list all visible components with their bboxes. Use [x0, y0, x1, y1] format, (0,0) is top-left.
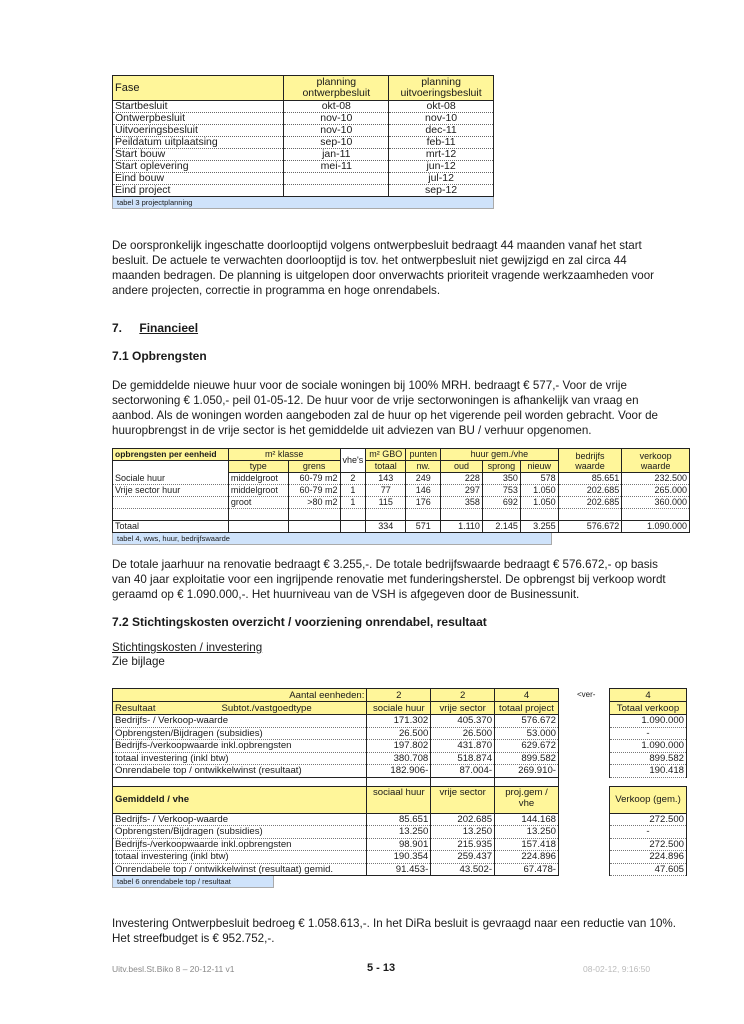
table-cell: 578 [520, 473, 558, 485]
table-cell: Eind project [113, 185, 284, 197]
table-row [113, 715, 559, 728]
table-row [113, 813, 559, 826]
table-cell: 190.354 [367, 851, 431, 864]
column-header: sociaal huur [367, 786, 431, 813]
table-row [113, 161, 494, 173]
table-cell: 47.605 [610, 863, 687, 876]
table-cell: 358 [441, 497, 483, 509]
table-cell: 1.090.000 [610, 715, 687, 728]
table-cell: 85.651 [558, 473, 622, 485]
column-header: Verkoop (gem.) [610, 786, 687, 813]
table-header-row [113, 76, 494, 101]
paragraph-investering [112, 916, 732, 946]
table-cell: 753 [482, 485, 520, 497]
table-cell: 405.370 [431, 715, 495, 728]
verkoop-table-block [609, 688, 687, 876]
table-row [610, 838, 687, 851]
table-row [610, 740, 687, 753]
table-cell: groot [228, 497, 288, 509]
table-cell [284, 185, 389, 197]
column-header: verkoop waarde [622, 449, 690, 473]
column-header: proj.gem / vhe [495, 786, 559, 813]
table-cell: 380.708 [367, 752, 431, 765]
table-cell: 202.685 [558, 497, 622, 509]
column-header: nw. [406, 461, 441, 473]
table-cell: Vrije sector huur [113, 485, 229, 497]
table-cell: 259.437 [431, 851, 495, 864]
table-cell [622, 509, 690, 521]
column-header: huur gem./vhe [441, 449, 559, 461]
table-cell: 60-79 m2 [288, 473, 340, 485]
table-cell: 576.672 [558, 521, 622, 533]
table-row [610, 851, 687, 864]
table-cell: 334 [366, 521, 406, 533]
column-header: oud [441, 461, 483, 473]
table-header-row [610, 786, 687, 813]
table-row [113, 851, 559, 864]
table-cell: 182.906- [367, 765, 431, 778]
table-cell: 1.050 [520, 497, 558, 509]
section-7-heading [112, 321, 198, 335]
table-cell: Onrendabele top / ontwikkelwinst (resultaat) [113, 765, 367, 778]
paragraph-line: Investering Ontwerpbesluit bedroeg € 1.058.613,-. In het DiRa besluit is gevraagd naar een reductie van 10%. [112, 917, 676, 930]
table-row [113, 137, 494, 149]
table-cell: sep-10 [284, 137, 389, 149]
table-cell [441, 509, 483, 521]
table-cell: 13.250 [431, 826, 495, 839]
table-caption: tabel 4, wws, huur, bedrijfswaarde [112, 533, 552, 545]
table-cell: 518.874 [431, 752, 495, 765]
table-row [113, 752, 559, 765]
column-header: Totaal verkoop [610, 702, 687, 715]
column-header: m² GBO [366, 449, 406, 461]
paragraph-jaarhuur [112, 557, 732, 602]
table-cell: Startbesluit [113, 101, 284, 113]
table-cell: Uitvoeringsbesluit [113, 125, 284, 137]
table-cell: Ontwerpbesluit [113, 113, 284, 125]
table-row [610, 765, 687, 778]
table-row [610, 715, 687, 728]
table-cell: 3.255 [520, 521, 558, 533]
table-cell: 297 [441, 485, 483, 497]
table-cell: nov-10 [389, 113, 494, 125]
table-cell: 67.478- [495, 863, 559, 876]
resultaat-table-block [112, 688, 559, 888]
table-cell: 2.145 [482, 521, 520, 533]
table-cell: mei-11 [284, 161, 389, 173]
paragraph-line: andere projecten, correctie in programma en hoge onrendabels. [112, 284, 441, 297]
header-subtotaal: Subtot./vastgoedtype [221, 702, 312, 714]
table-cell: 190.418 [610, 765, 687, 778]
table-cell: middelgroot [228, 473, 288, 485]
table-cell [113, 461, 229, 473]
table-cell [113, 777, 367, 786]
table-cell: okt-08 [389, 101, 494, 113]
table-cell: totaal investering (inkl btw) [113, 752, 367, 765]
column-header: bedrijfs waarde [558, 449, 622, 473]
table-cell: mrt-12 [389, 149, 494, 161]
paragraph-line: Het streefbudget is € 952.752,-. [112, 932, 275, 945]
table-row [113, 777, 559, 786]
opbrengsten-table [112, 448, 690, 533]
table-cell: Totaal [113, 521, 229, 533]
table-cell: jun-12 [389, 161, 494, 173]
table-row [113, 740, 559, 753]
paragraph-line: sectorwoning € 1.050,- peil 01-05-12. De huur voor de vrije sectorwoningen is afhankelijk van vraag en [112, 394, 639, 407]
column-header: totaal [366, 461, 406, 473]
table-row [113, 173, 494, 185]
table-cell [558, 509, 622, 521]
table-row [113, 509, 690, 521]
table-cell: 115 [366, 497, 406, 509]
table-cell: 176 [406, 497, 441, 509]
table-row [113, 497, 690, 509]
table-cell: okt-08 [284, 101, 389, 113]
table-cell: 629.672 [495, 740, 559, 753]
table-cell: 224.896 [610, 851, 687, 864]
table-cell [495, 777, 559, 786]
table-cell: middelgroot [228, 485, 288, 497]
table-cell: 85.651 [367, 813, 431, 826]
table-cell: 91.453- [367, 863, 431, 876]
table-cell: Bedrijfs- / Verkoop-waarde [113, 813, 367, 826]
table-cell: 26.500 [367, 727, 431, 740]
table-cell [520, 509, 558, 521]
table-cell: - [610, 727, 687, 740]
table-cell: 1.110 [441, 521, 483, 533]
paragraph-line: besluit. De actuele te verwachten doorlooptijd is tov. het ontwerpbesluit niet gewijzigd en zal circa 44 [112, 254, 627, 267]
table-cell: jan-11 [284, 149, 389, 161]
table-row [610, 777, 687, 786]
table-cell [406, 509, 441, 521]
table-cell: - [610, 826, 687, 839]
paragraph-line: De gemiddelde nieuwe huur voor de sociale woningen bij 100% MRH. bedraagt € 577,- Voor de vrije [112, 379, 627, 392]
table-cell: Eind bouw [113, 173, 284, 185]
table-cell: 571 [406, 521, 441, 533]
table-cell: 1.050 [520, 485, 558, 497]
column-header: type [228, 461, 288, 473]
planning-table-block [112, 75, 494, 209]
table-cell: 224.896 [495, 851, 559, 864]
paragraph-opbrengsten [112, 378, 732, 438]
table-cell [113, 509, 229, 521]
column-header: sprong [482, 461, 520, 473]
table-row [113, 838, 559, 851]
table-header-row [113, 702, 559, 715]
aantal-value: 4 [610, 689, 687, 702]
verkoop-table [609, 688, 687, 876]
table-cell: jul-12 [389, 173, 494, 185]
table-cell [610, 777, 687, 786]
table-cell: nov-10 [284, 113, 389, 125]
table-cell: 43.502- [431, 863, 495, 876]
table-cell: Bedrijfs- / Verkoop-waarde [113, 715, 367, 728]
stichtingskosten-heading: Stichtingskosten / investering [112, 641, 263, 654]
table-row [610, 826, 687, 839]
table-cell: 1 [340, 485, 366, 497]
table-cell: 197.802 [367, 740, 431, 753]
table-cell: 215.935 [431, 838, 495, 851]
table-cell [113, 497, 229, 509]
table-cell: 899.582 [495, 752, 559, 765]
zie-bijlage: Zie bijlage [112, 655, 165, 668]
table-cell: 228 [441, 473, 483, 485]
table-caption: tabel 6 onrendabele top / resultaat [112, 876, 274, 888]
table-cell [228, 521, 288, 533]
table-row [610, 752, 687, 765]
table-cell: 431.870 [431, 740, 495, 753]
totals-row [113, 521, 690, 533]
column-header: vrije sector [431, 702, 495, 715]
aantal-label: Aantal eenheden: [113, 689, 367, 702]
column-header: punten [406, 449, 441, 461]
table-cell: 202.685 [558, 485, 622, 497]
table-cell: 272.500 [610, 813, 687, 826]
table-cell: dec-11 [389, 125, 494, 137]
column-header: totaal project [495, 702, 559, 715]
resultaat-table [112, 688, 559, 876]
table-cell: Peildatum uitplaatsing [113, 137, 284, 149]
table-cell: 202.685 [431, 813, 495, 826]
table-header-row [113, 449, 690, 461]
table-header-row [113, 689, 559, 702]
table-cell [288, 521, 340, 533]
table-cell [482, 509, 520, 521]
table-cell: 269.910- [495, 765, 559, 778]
table-cell: 1.090.000 [610, 740, 687, 753]
paragraph-line: aanbod. Als de woningen worden aangeboden zal de huur op het vigerende peil worden gebracht. Voor de [112, 409, 658, 422]
table-row [113, 765, 559, 778]
table-cell: Start bouw [113, 149, 284, 161]
table-cell: 13.250 [495, 826, 559, 839]
table-cell: Bedrijfs-/verkoopwaarde inkl.opbrengsten [113, 740, 367, 753]
table-cell: 146 [406, 485, 441, 497]
table-cell: 13.250 [367, 826, 431, 839]
table-cell: totaal investering (inkl btw) [113, 851, 367, 864]
column-header: grens [288, 461, 340, 473]
table-cell [228, 509, 288, 521]
table-cell [431, 777, 495, 786]
table-row [113, 826, 559, 839]
table-cell: 143 [366, 473, 406, 485]
footer-left: Uitv.besl.St.Biko 8 – 20-12-11 v1 [112, 964, 235, 974]
opbrengsten-table-block [112, 448, 690, 545]
column-header: Fase [113, 76, 284, 101]
table-cell: 249 [406, 473, 441, 485]
table-cell [288, 509, 340, 521]
table-row [113, 149, 494, 161]
column-header: vrije sector [431, 786, 495, 813]
table-cell: 360.000 [622, 497, 690, 509]
table-row [113, 727, 559, 740]
ver-label: <ver- [577, 690, 596, 699]
column-header: planning ontwerpbesluit [284, 76, 389, 101]
table-cell: Bedrijfs-/verkoopwaarde inkl.opbrengsten [113, 838, 367, 851]
aantal-value: 2 [367, 689, 431, 702]
paragraph-line: De oorspronkelijk ingeschatte doorlooptijd volgens ontwerpbesluit bedraagt 44 maanden vanaf het start [112, 239, 642, 252]
table-cell: 98.901 [367, 838, 431, 851]
section-title: Financieel [139, 321, 199, 335]
table-header-row [610, 689, 687, 702]
table-cell: 26.500 [431, 727, 495, 740]
table-row [113, 485, 690, 497]
page-number: 5 - 13 [367, 962, 396, 974]
table-row [113, 101, 494, 113]
table-cell: sep-12 [389, 185, 494, 197]
paragraph-line: van 40 jaar exploitatie voor een ingrijpende renovatie met funderingsherstel. De opbrengst bij verkoop wordt [112, 573, 666, 586]
section-7-2-heading: 7.2 Stichtingskosten overzicht / voorziening onrendabel, resultaat [112, 615, 487, 629]
planning-table [112, 75, 494, 197]
table-cell: Sociale huur [113, 473, 229, 485]
table-cell: 232.500 [622, 473, 690, 485]
table-row [113, 185, 494, 197]
table-cell: >80 m2 [288, 497, 340, 509]
table-cell: 265.000 [622, 485, 690, 497]
table-cell: 350 [482, 473, 520, 485]
table-row [113, 473, 690, 485]
column-header: sociale huur [367, 702, 431, 715]
table-cell: 144.168 [495, 813, 559, 826]
paragraph-line: De totale jaarhuur na renovatie bedraagt € 3.255,-. De totale bedrijfswaarde bedraagt € 576.672,- op basis [112, 558, 658, 571]
table-header-row [610, 702, 687, 715]
table-cell: Start oplevering [113, 161, 284, 173]
column-header: planning uitvoeringsbesluit [389, 76, 494, 101]
table-cell: 157.418 [495, 838, 559, 851]
column-header: opbrengsten per eenheid [113, 449, 229, 461]
table-cell: 87.004- [431, 765, 495, 778]
header-resultaat: Resultaat [115, 702, 156, 714]
table-cell: 692 [482, 497, 520, 509]
table-cell: 576.672 [495, 715, 559, 728]
column-header: vhe's [340, 449, 366, 473]
table-row [113, 863, 559, 876]
table-cell: 171.302 [367, 715, 431, 728]
column-header: nieuw [520, 461, 558, 473]
table-cell: 77 [366, 485, 406, 497]
table-cell: Opbrengsten/Bijdragen (subsidies) [113, 826, 367, 839]
paragraph-planning [112, 238, 722, 298]
aantal-value: 2 [431, 689, 495, 702]
table-cell: feb-11 [389, 137, 494, 149]
table-cell: 1.090.000 [622, 521, 690, 533]
section-number: 7. [112, 321, 123, 335]
table-cell: Opbrengsten/Bijdragen (subsidies) [113, 727, 367, 740]
section-7-1-heading: 7.1 Opbrengsten [112, 349, 207, 363]
table-cell [367, 777, 431, 786]
table-cell: nov-10 [284, 125, 389, 137]
table-row [610, 813, 687, 826]
column-header: m² klasse [228, 449, 340, 461]
table-cell [366, 509, 406, 521]
table-row [113, 125, 494, 137]
footer-right: 08-02-12, 9:16:50 [583, 964, 651, 974]
aantal-value: 4 [495, 689, 559, 702]
table-cell [340, 521, 366, 533]
table-cell: 272.500 [610, 838, 687, 851]
table-cell: 2 [340, 473, 366, 485]
table-caption: tabel 3 projectplanning [112, 197, 494, 209]
table-cell [284, 173, 389, 185]
table-header-row [113, 786, 559, 813]
table-cell: Onrendabele top / ontwikkelwinst (resultaat) gemid. [113, 863, 367, 876]
table-row [113, 113, 494, 125]
paragraph-line: huuropbrengst in de vrije sector is het gemiddelde uit adviezen van BU / verhuur opgenomen. [112, 424, 592, 437]
table-cell [340, 509, 366, 521]
column-header [113, 702, 367, 715]
table-cell: 60-79 m2 [288, 485, 340, 497]
table-cell: 53.000 [495, 727, 559, 740]
table-cell: 1 [340, 497, 366, 509]
table-row [610, 863, 687, 876]
paragraph-line: geraamd op € 1.090.000,-. Het huurniveau van de VSH is afgegeven door de Businessunit. [112, 588, 580, 601]
paragraph-line: maanden bedragen. De planning is uitgelopen door onverwachts prioriteit vragende werkzaamheden voor [112, 269, 655, 282]
table-row [610, 727, 687, 740]
column-header: Gemiddeld / vhe [113, 786, 367, 813]
table-cell: 899.582 [610, 752, 687, 765]
